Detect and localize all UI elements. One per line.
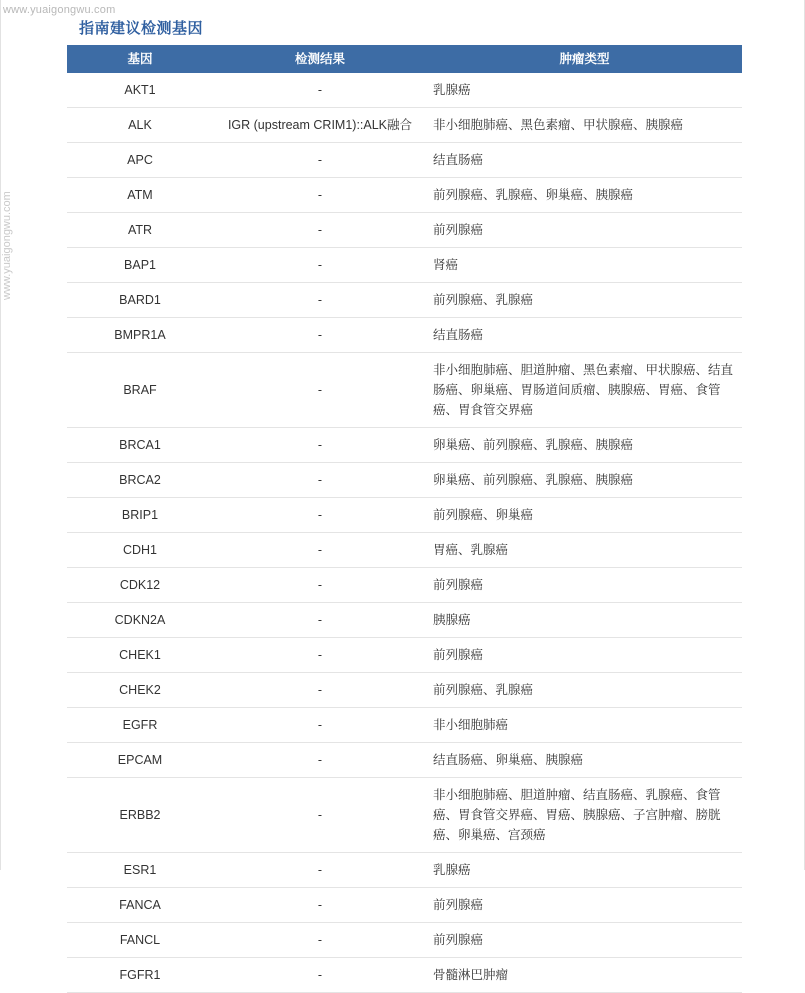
cell-result: - [213,603,427,638]
table-row [67,143,742,178]
cell-result: - [213,143,427,178]
cell-result: - [213,888,427,923]
column-header-tumor: 肿瘤类型 [427,45,742,73]
cell-result: - [213,318,427,353]
cell-result: - [213,73,427,108]
table-row [67,923,742,958]
table-row [67,888,742,923]
cell-tumor: 前列腺癌、卵巢癌 [427,498,742,533]
cell-result: - [213,283,427,318]
table-row [67,108,742,143]
cell-tumor: 非小细胞肺癌、胆道肿瘤、结直肠癌、乳腺癌、食管癌、胃食管交界癌、胃癌、胰腺癌、子宫肿瘤、膀胱癌、卵巢癌、宫颈癌 [427,778,742,853]
cell-gene: BRAF [67,353,213,428]
cell-tumor: 结直肠癌、卵巢癌、胰腺癌 [427,743,742,778]
table-row [67,213,742,248]
cell-result: - [213,533,427,568]
watermark-side: www.yuaigongwu.com [1,191,13,300]
table-row [67,568,742,603]
table-row [67,428,742,463]
table-header-row [67,45,742,73]
table-row [67,853,742,888]
cell-gene: ATR [67,213,213,248]
table-row [67,638,742,673]
cell-tumor: 胃癌、乳腺癌 [427,533,742,568]
table-row [67,318,742,353]
cell-result: - [213,428,427,463]
cell-gene: BAP1 [67,248,213,283]
table-row [67,673,742,708]
cell-tumor: 结直肠癌 [427,318,742,353]
cell-tumor: 卵巢癌、前列腺癌、乳腺癌、胰腺癌 [427,463,742,498]
cell-tumor: 卵巢癌、前列腺癌、乳腺癌、胰腺癌 [427,428,742,463]
column-header-result: 检测结果 [213,45,427,73]
cell-gene: BARD1 [67,283,213,318]
table-row [67,533,742,568]
gene-table-container [67,45,742,993]
cell-tumor: 前列腺癌 [427,638,742,673]
table-header [67,45,742,73]
cell-gene: APC [67,143,213,178]
cell-gene: BRCA2 [67,463,213,498]
cell-gene: FANCL [67,923,213,958]
cell-gene: CHEK1 [67,638,213,673]
cell-result: - [213,853,427,888]
watermark-top: www.yuaigongwu.com [3,4,116,16]
cell-tumor: 前列腺癌、乳腺癌、卵巢癌、胰腺癌 [427,178,742,213]
table-row [67,178,742,213]
cell-result: - [213,178,427,213]
table-row [67,743,742,778]
table-row [67,73,742,108]
cell-tumor: 肾癌 [427,248,742,283]
cell-gene: BRIP1 [67,498,213,533]
cell-result: - [213,673,427,708]
table-row [67,778,742,853]
cell-tumor: 前列腺癌、乳腺癌 [427,673,742,708]
cell-tumor: 前列腺癌 [427,213,742,248]
cell-gene: FGFR1 [67,958,213,993]
cell-gene: ATM [67,178,213,213]
cell-result: - [213,743,427,778]
table-row [67,463,742,498]
cell-tumor: 前列腺癌 [427,568,742,603]
cell-tumor: 乳腺癌 [427,853,742,888]
cell-gene: EPCAM [67,743,213,778]
cell-tumor: 胰腺癌 [427,603,742,638]
cell-gene: FANCA [67,888,213,923]
table-row [67,958,742,993]
cell-tumor: 结直肠癌 [427,143,742,178]
cell-gene: AKT1 [67,73,213,108]
table-body [67,73,742,993]
cell-gene: CDKN2A [67,603,213,638]
cell-tumor: 前列腺癌 [427,888,742,923]
cell-gene: ALK [67,108,213,143]
table-row [67,708,742,743]
cell-tumor: 前列腺癌、乳腺癌 [427,283,742,318]
cell-result: - [213,498,427,533]
cell-gene: ESR1 [67,853,213,888]
cell-result: - [213,708,427,743]
cell-tumor: 前列腺癌 [427,923,742,958]
cell-gene: CDH1 [67,533,213,568]
cell-gene: BMPR1A [67,318,213,353]
cell-result: - [213,638,427,673]
cell-tumor: 骨髓淋巴肿瘤 [427,958,742,993]
cell-result: - [213,213,427,248]
cell-tumor: 非小细胞肺癌 [427,708,742,743]
cell-result: - [213,353,427,428]
cell-gene: CHEK2 [67,673,213,708]
cell-result: - [213,958,427,993]
cell-tumor: 非小细胞肺癌、黑色素瘤、甲状腺癌、胰腺癌 [427,108,742,143]
cell-gene: BRCA1 [67,428,213,463]
table-row [67,248,742,283]
table-row [67,498,742,533]
gene-table [67,45,742,993]
column-header-gene: 基因 [67,45,213,73]
cell-result: - [213,248,427,283]
page-title: 指南建议检测基因 [79,20,204,37]
cell-result: - [213,923,427,958]
cell-result: - [213,463,427,498]
cell-tumor: 非小细胞肺癌、胆道肿瘤、黑色素瘤、甲状腺癌、结直肠癌、卵巢癌、胃肠道间质瘤、胰腺癌、胃癌、食管癌、胃食管交界癌 [427,353,742,428]
cell-result: IGR (upstream CRIM1)::ALK融合 [213,108,427,143]
table-row [67,603,742,638]
table-row [67,283,742,318]
cell-gene: CDK12 [67,568,213,603]
cell-result: - [213,568,427,603]
cell-gene: EGFR [67,708,213,743]
cell-tumor: 乳腺癌 [427,73,742,108]
table-row [67,353,742,428]
cell-gene: ERBB2 [67,778,213,853]
cell-result: - [213,778,427,853]
